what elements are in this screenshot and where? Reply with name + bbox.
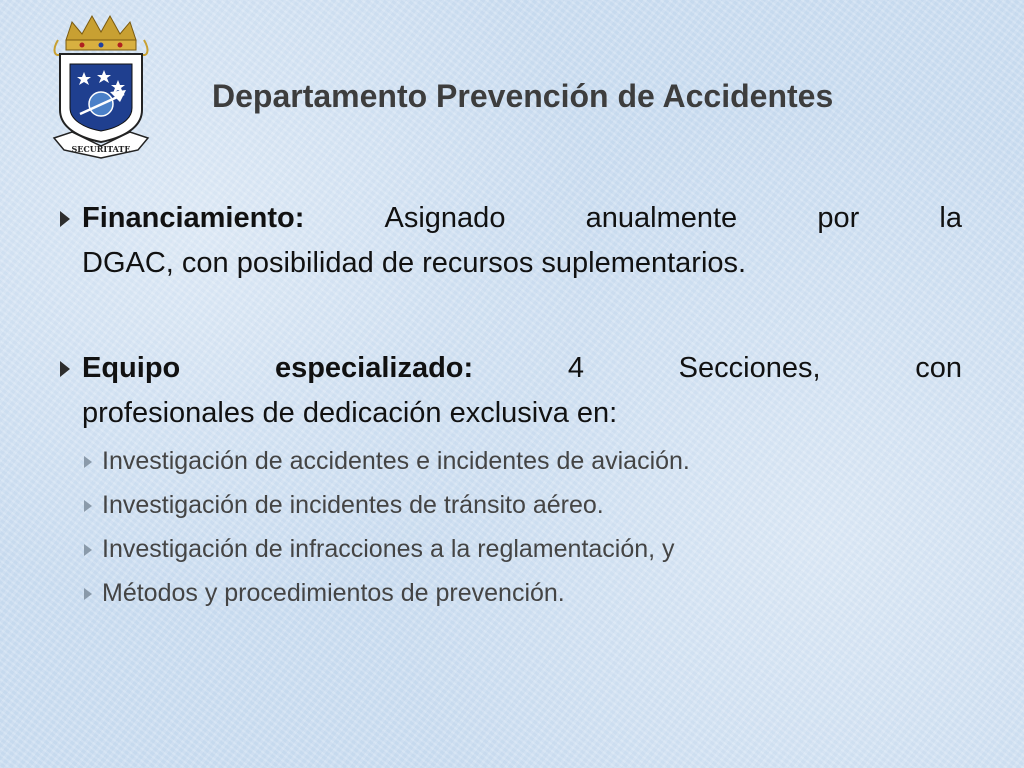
shield-icon: [60, 54, 142, 142]
bullet-line: profesionales de dedicación exclusiva en:: [82, 397, 618, 429]
triangle-right-icon: [84, 456, 92, 468]
bullet-word: la: [939, 202, 962, 234]
bullet-word: Secciones,: [678, 352, 821, 384]
bullet-line: [82, 196, 962, 241]
bullet-lead: Financiamiento:: [82, 202, 305, 234]
banner-text: SECURITATE: [71, 144, 131, 154]
list-item: Métodos y procedimientos de prevención.: [102, 579, 565, 607]
bullet-word: Asignado: [384, 202, 506, 234]
bullet-word: anualmente: [585, 202, 738, 234]
triangle-right-icon: [60, 211, 70, 227]
page-title: Departamento Prevención de Accidentes: [212, 78, 834, 114]
crown-icon: [55, 16, 148, 55]
list-item: Investigación de infracciones a la reglamentación, y: [102, 535, 675, 563]
bullet-lead-part: especializado:: [274, 352, 474, 384]
bullet-word: 4: [567, 352, 584, 384]
bullet-word: con: [915, 352, 962, 384]
triangle-right-icon: [84, 588, 92, 600]
bullet-equipo: [82, 346, 962, 436]
triangle-right-icon: [60, 361, 70, 377]
dgac-emblem-icon: [52, 10, 150, 160]
bullet-word: por: [817, 202, 860, 234]
triangle-right-icon: [84, 500, 92, 512]
list-item: Investigación de accidentes e incidentes de aviación.: [102, 447, 690, 475]
bullet-line: DGAC, con posibilidad de recursos suplementarios.: [82, 247, 747, 279]
bullet-financiamiento: [82, 196, 962, 286]
bullet-lead-part: Equipo: [82, 352, 181, 384]
triangle-right-icon: [84, 544, 92, 556]
bullet-line: [82, 346, 962, 391]
list-item: Investigación de incidentes de tránsito aéreo.: [102, 491, 604, 519]
